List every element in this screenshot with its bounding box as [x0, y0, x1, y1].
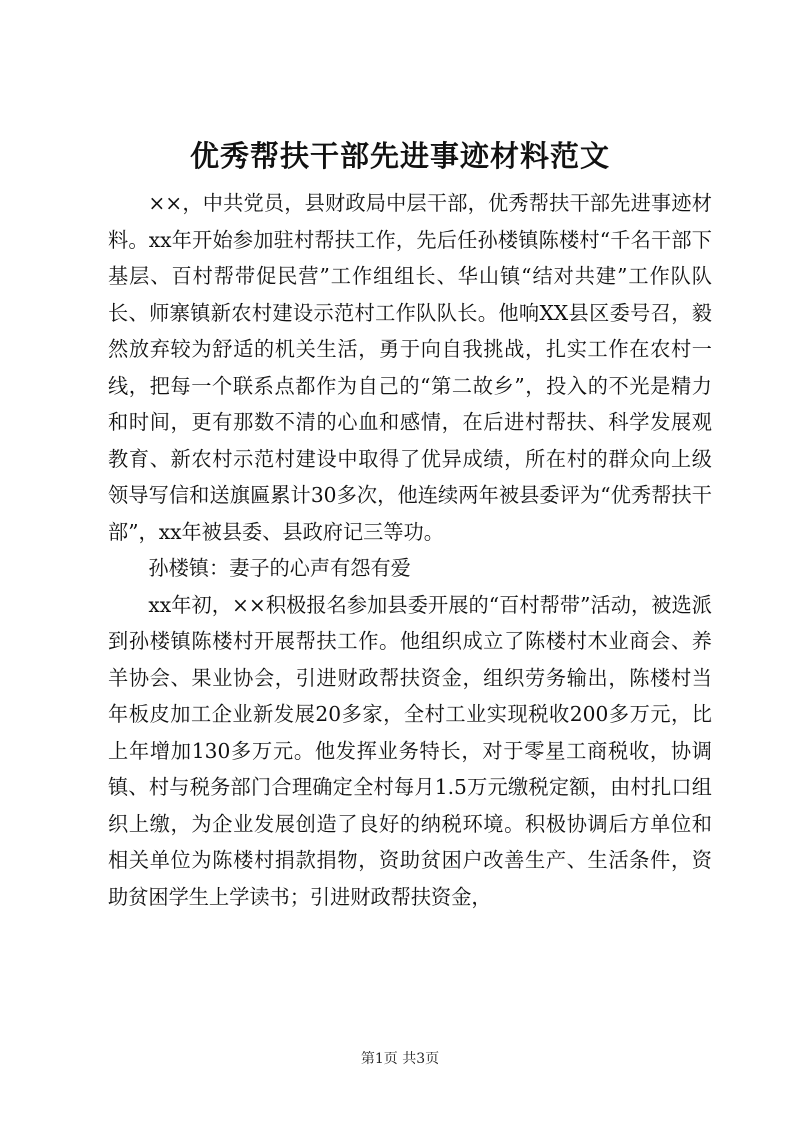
document-body — [108, 185, 712, 915]
paragraph-section-1: xx年初，××积极报名参加县委开展的“百村帮带”活动，被选派到孙楼镇陈楼村开展帮扶工作。他组织成立了陈楼村木业商会、养羊协会、果业协会，引进财政帮扶资金，组织劳务输出，陈楼村当年板皮加工企业新发展20多家，全村工业实现税收200多万元，比上年增加130多万元。他发挥业务特长，对于零星工商税收，协调镇、村与税务部门合理确定全村每月1.5万元缴税定额，由村扎口组织上缴，为企业发展创造了良好的纳税环境。积极协调后方单位和相关单位为陈楼村捐款捐物，资助贫困户改善生产、生活条件，资助贫困学生上学读书；引进财政帮扶资金， — [108, 592, 712, 909]
page-title: 优秀帮扶干部先进事迹材料范文 — [189, 139, 610, 173]
paragraph-intro: ××，中共党员，县财政局中层干部，优秀帮扶干部先进事迹材料。xx年开始参加驻村帮扶工作，先后任孙楼镇陈楼村“千名干部下基层、百村帮带促民营”工作组组长、华山镇“结对共建”工作队队长、师寨镇新农村建设示范村工作队队长。他响XX县区委号召，毅然放弃较为舒适的机关生活，勇于向自我挑战，扎实工作在农村一线，把每一个联系点都作为自己的“第二故乡”，投入的不光是精力和时间，更有那数不清的心血和感情，在后进村帮扶、科学发展观教育、新农村示范村建设中取得了优异成绩，所在村的群众向上级领导写信和送旗匾累计30多次，他连续两年被县委评为“优秀帮扶干部”，xx年被县委、县政府记三等功。 — [108, 191, 712, 544]
section-subheading: 孙楼镇：妻子的心声有怨有爱 — [148, 556, 411, 580]
page-footer: 第1页 共3页 — [360, 1051, 440, 1067]
